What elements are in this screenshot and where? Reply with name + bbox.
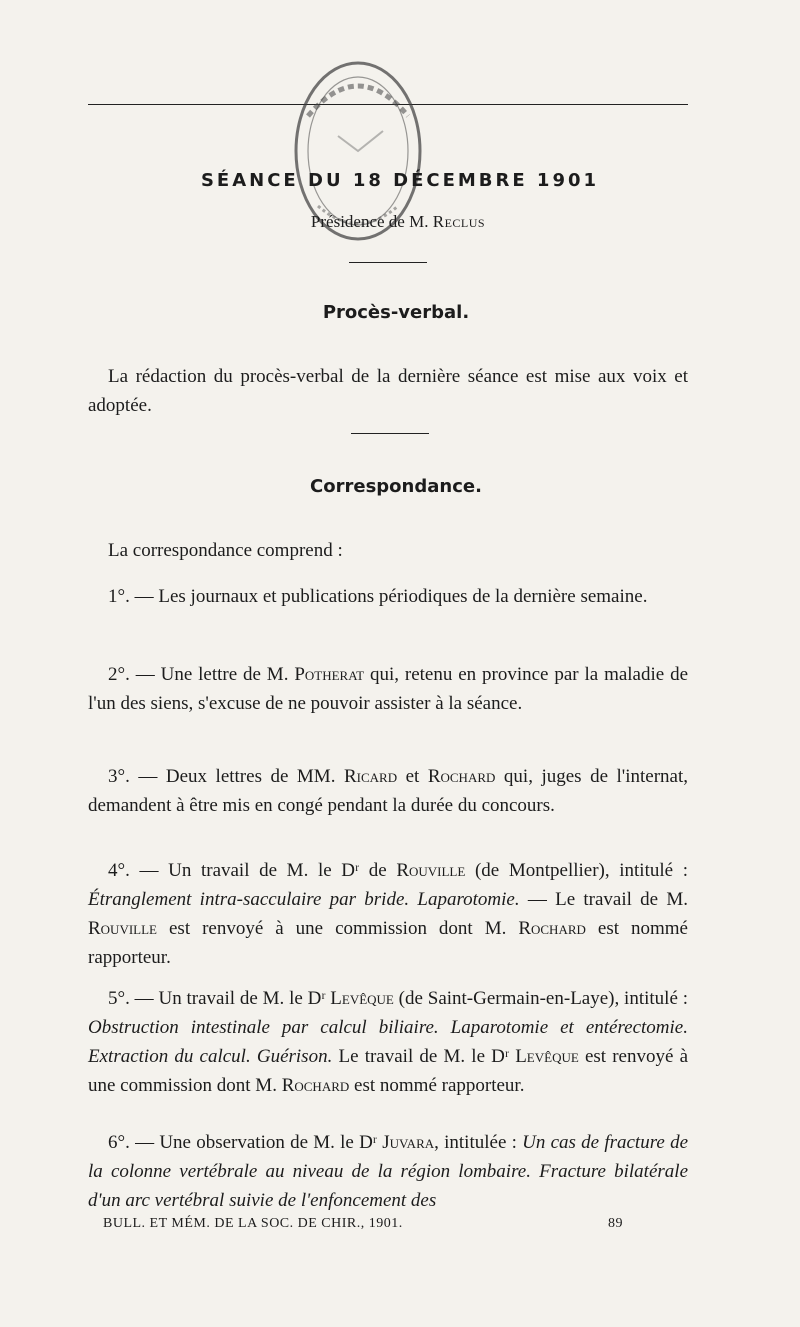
person-name: Potherat (294, 664, 365, 685)
item-text: Deux lettres de MM. (165, 766, 344, 787)
item-text: — Le travail de M. (519, 889, 688, 910)
heading-proces-verbal: Procès-verbal. (322, 302, 470, 323)
item-text: qui, juges de l'internat, demandent à être mis en congé pendant la durée du concours. (88, 766, 688, 816)
person-name: Rochard (427, 766, 496, 787)
page-number: 89 (608, 1216, 623, 1231)
person-name: Rouville (396, 860, 466, 881)
presidence-line (8, 212, 788, 232)
item-text: , intitulée : (434, 1132, 523, 1153)
intro-text: La correspondance comprend : (108, 540, 343, 561)
item-text: qui, retenu en province par la maladie de l'un des siens, s'excuse de ne pouvoir assister à la séance. (88, 664, 689, 714)
item-text: est renvoyé à une commission dont M. (157, 918, 519, 939)
work-title: Obstruction intestinale par calcul biliaire. Laparotomie et entérectomie. Extraction du calcul. Guérison. (88, 1017, 688, 1067)
item-number: 2°. — (108, 664, 161, 685)
correspondance-item-6 (88, 1128, 688, 1215)
person-name: Levêque (330, 988, 394, 1009)
footer-journal: BULL. ET MÉM. DE LA SOC. DE CHIR., 1901. (103, 1216, 403, 1231)
correspondance-item-5 (88, 984, 688, 1100)
correspondance-item-1 (88, 582, 688, 611)
correspondance-item-3 (88, 762, 688, 820)
person-name: Ricard (343, 766, 398, 787)
item-text: Le travail de M. le Dʳ (332, 1046, 516, 1067)
item-text: Une lettre de M. (160, 664, 295, 685)
item-number: 3°. — (108, 766, 166, 787)
person-name: Rochard (281, 1075, 350, 1096)
divider (349, 262, 427, 263)
heading-correspondance: Correspondance. (310, 476, 482, 497)
work-title: Étranglement intra-sacculaire par bride. Laparotomie. (88, 889, 520, 910)
correspondance-item-4 (88, 856, 688, 972)
president-name: Reclus (432, 212, 486, 231)
seance-title: SÉANCE DU 18 DÉCEMBRE 1901 (200, 170, 600, 191)
person-name: Levêque (515, 1046, 579, 1067)
item-number: 6°. — (108, 1132, 160, 1153)
item-number: 5°. — (108, 988, 159, 1009)
presidence-prefix: Présidence de M. (310, 212, 433, 231)
item-text: Un travail de M. le Dʳ de (168, 860, 397, 881)
divider (351, 433, 429, 434)
item-text: est renvoyé à une commission dont M. (88, 1046, 688, 1096)
item-text: est nommé rapporteur. (349, 1075, 525, 1096)
person-name: Juvara (382, 1132, 435, 1153)
item-text: est nommé rapporteur. (88, 918, 688, 968)
item-text: Un travail de M. le Dʳ (158, 988, 331, 1009)
work-title: Un cas de fracture de la colonne vertébrale au niveau de la région lombaire. Fracture bilatérale d'un arc vertébral suivie de l'enfoncement des (88, 1132, 688, 1211)
proces-verbal-text: La rédaction du procès-verbal de la dernière séance est mise aux voix et adoptée. (88, 366, 688, 416)
item-text: (de Saint-Germain-en-Laye), intitulé : (393, 988, 688, 1009)
person-name: Rouville (88, 918, 157, 939)
item-text: Les journaux et publications périodiques de la dernière semaine. (158, 586, 648, 607)
paragraph-correspondance-intro (88, 536, 688, 565)
correspondance-item-2 (88, 660, 688, 718)
item-text: et (397, 766, 428, 787)
person-name: Rochard (518, 918, 586, 939)
page-footer (103, 1216, 623, 1232)
item-number: 4°. — (108, 860, 169, 881)
item-text: Une observation de M. le Dʳ (159, 1132, 383, 1153)
item-text: (de Montpellier), intitulé : (465, 860, 688, 881)
paragraph-proces-verbal (88, 362, 688, 420)
item-number: 1°. — (108, 586, 159, 607)
